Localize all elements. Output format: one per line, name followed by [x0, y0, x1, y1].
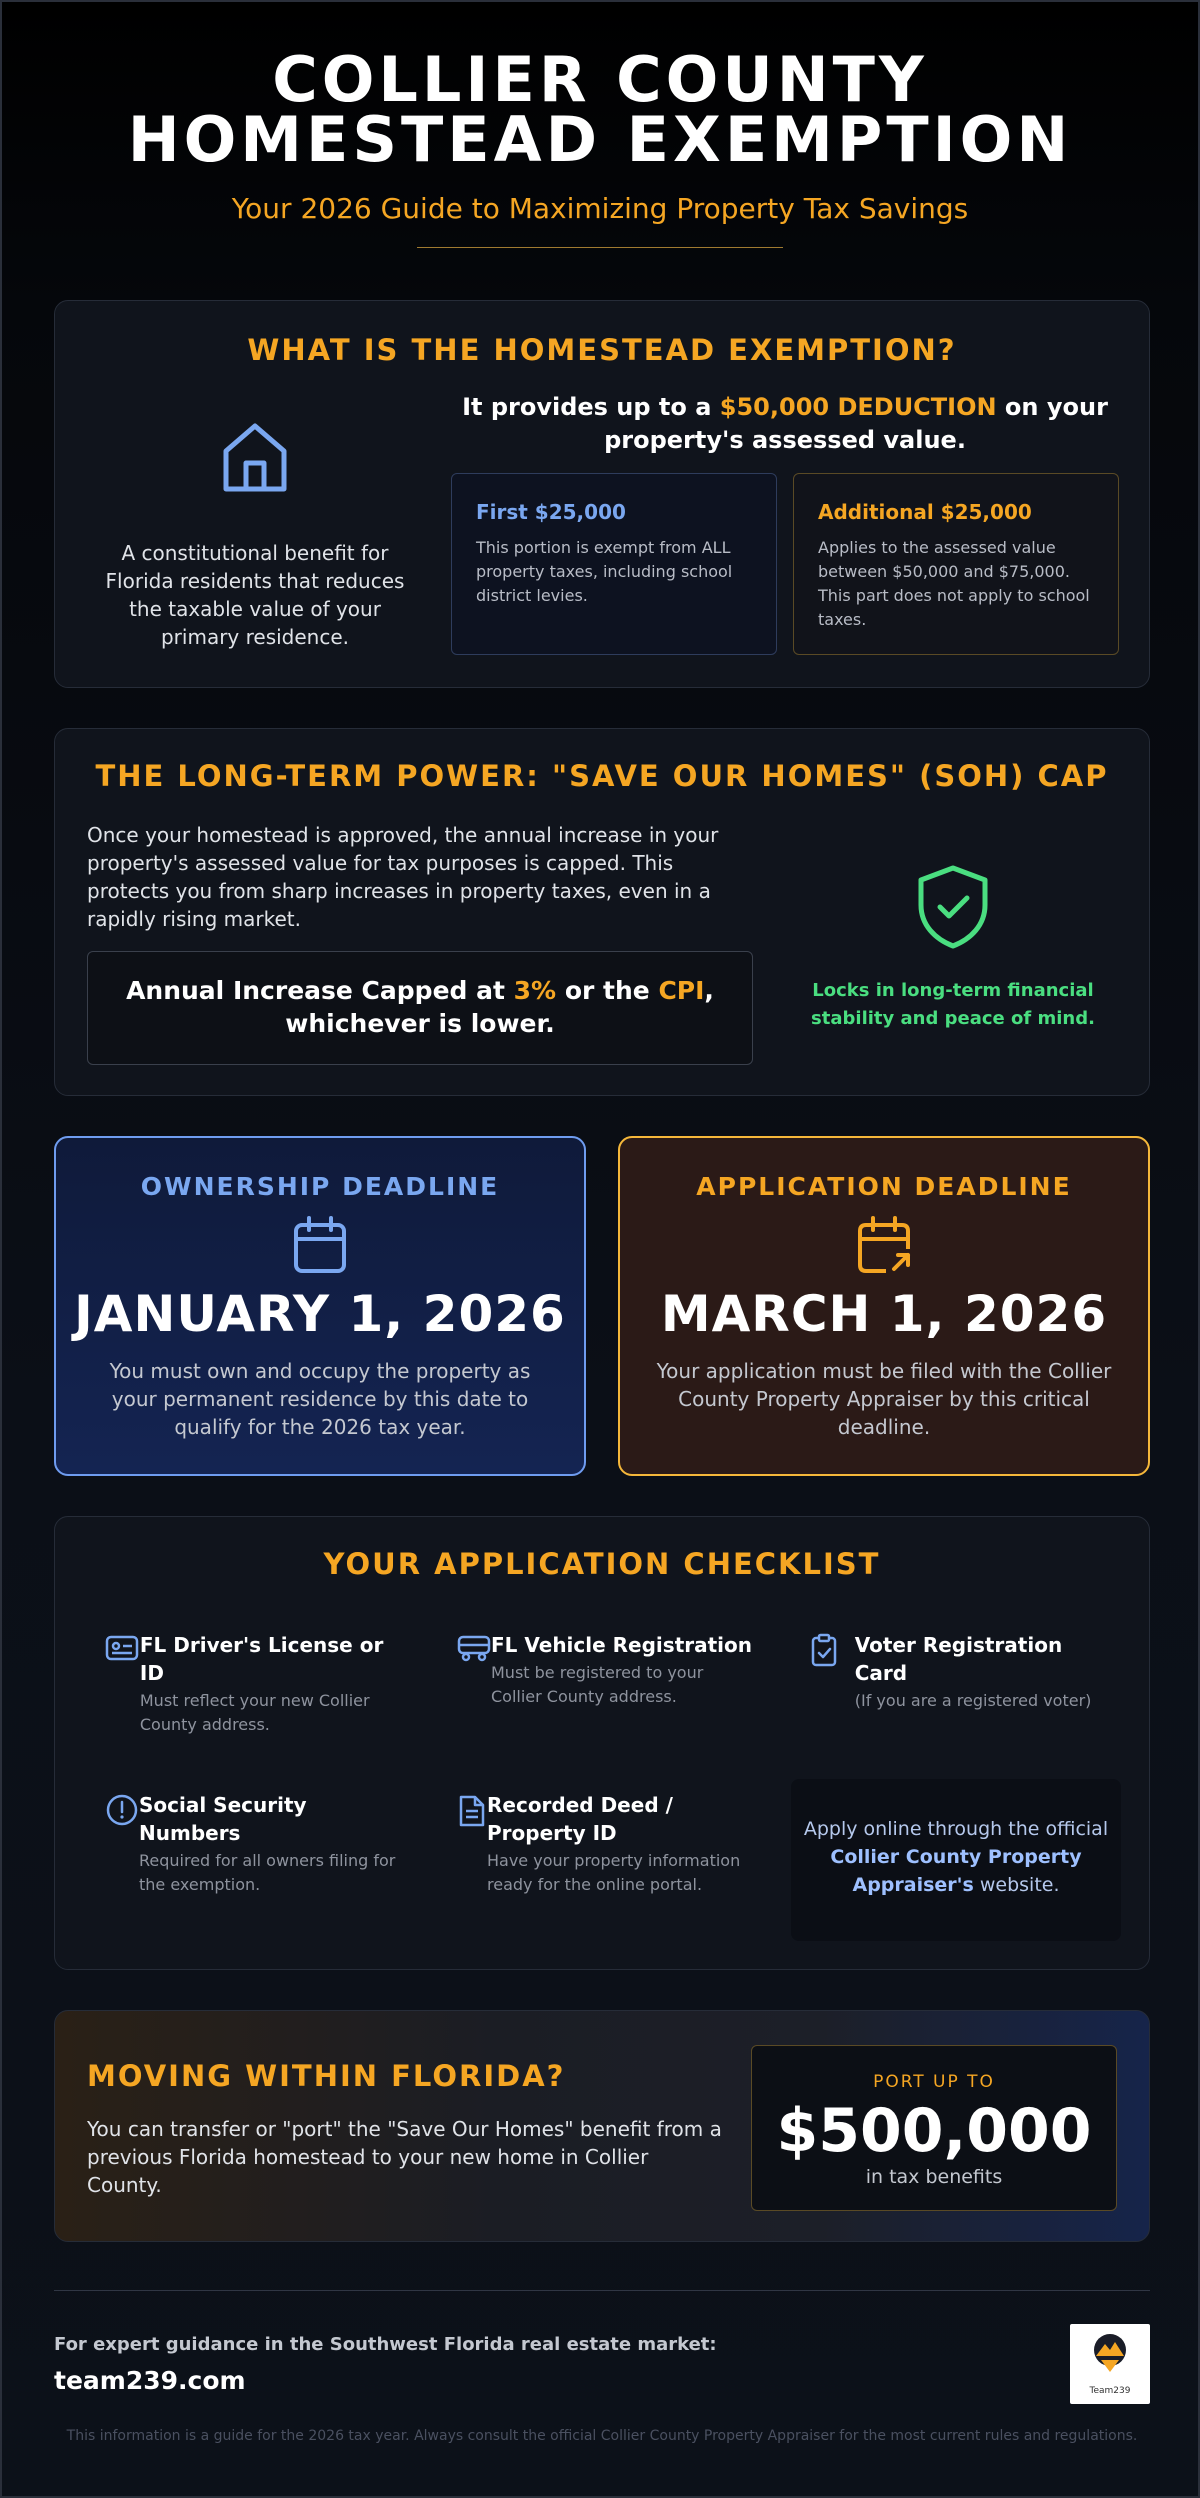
checklist-item-title: Social Security Numbers — [139, 1793, 307, 1845]
tier-body: Applies to the assessed value between $50,000 and $75,000. This part does not apply to school taxes. — [818, 538, 1090, 629]
calendar-arrow-icon — [620, 1215, 1148, 1275]
clipboard-check-icon — [809, 1631, 855, 1713]
deduction-details — [451, 391, 1119, 655]
moving-card — [54, 2010, 1150, 2242]
title-line-1: COLLIER COUNTY — [272, 43, 928, 116]
hero-header — [2, 2, 1198, 248]
what-is-card — [54, 300, 1150, 688]
apply-online-box — [791, 1779, 1121, 1941]
tier-row — [451, 473, 1119, 655]
cap-text-end: , whichever is lower. — [285, 976, 714, 1038]
port-subtitle: in tax benefits — [865, 2166, 1003, 2188]
soh-details — [87, 821, 753, 1065]
tier-additional-card — [793, 473, 1119, 655]
portability-box — [751, 2045, 1117, 2211]
checklist-item-body: Must reflect your new Collier County address. — [139, 1691, 370, 1734]
deadline-date: MARCH 1, 2026 — [660, 1285, 1108, 1343]
footer-lead: For expert guidance in the Southwest Florida real estate market: — [54, 2334, 717, 2355]
what-is-title: WHAT IS THE HOMESTEAD EXEMPTION? — [247, 333, 957, 367]
vehicle-icon — [457, 1631, 491, 1709]
deadline-title: OWNERSHIP DEADLINE — [140, 1172, 500, 1201]
checklist-item-body: Have your property information ready for the online portal. — [487, 1851, 741, 1894]
disclaimer: This information is a guide for the 2026 tax year. Always consult the official Collier County Property Appraiser for the most current rules and regulations. — [66, 2428, 1138, 2444]
checklist-card — [54, 1516, 1150, 1970]
team239-logo — [1070, 2324, 1150, 2404]
moving-details — [87, 2059, 727, 2199]
document-icon — [457, 1791, 487, 1897]
alert-circle-icon — [105, 1791, 139, 1897]
apply-text-end: website. — [973, 1874, 1060, 1896]
checklist-item — [105, 1791, 405, 1897]
moving-title: MOVING WITHIN FLORIDA? — [87, 2059, 566, 2093]
cap-text: Annual Increase Capped at — [126, 976, 514, 1005]
checklist-item-title: Recorded Deed / Property ID — [487, 1793, 673, 1845]
checklist-item — [809, 1631, 1109, 1713]
moving-description: You can transfer or "port" the "Save Our Homes" benefit from a previous Florida homestead to your new home in Collier County. — [87, 2117, 722, 2197]
page-subtitle: Your 2026 Guide to Maximizing Property Tax Savings — [231, 192, 969, 225]
checklist-item-title: Voter Registration Card — [854, 1633, 1063, 1685]
deadline-date: JANUARY 1, 2026 — [74, 1285, 566, 1343]
soh-description: Once your homestead is approved, the annual increase in your property's assessed value for tax purposes is capped. This protects you from sharp increases in property taxes, even in a rapidly rising market. — [87, 823, 719, 931]
deduction-highlight: $50,000 DEDUCTION — [719, 393, 997, 421]
soh-title: THE LONG-TERM POWER: "SAVE OUR HOMES" (SOH) CAP — [95, 759, 1109, 793]
benefit-text: Locks in long-term financial stability and peace of mind. — [811, 980, 1095, 1029]
header-divider — [417, 247, 783, 248]
checklist-title: YOUR APPLICATION CHECKLIST — [323, 1547, 881, 1581]
what-is-description: A constitutional benefit for Florida residents that reduces the taxable value of your primary residence. — [105, 541, 405, 649]
deadline-description: You must own and occupy the property as your permanent residence by this date to qualify for the 2026 tax year. — [109, 1359, 531, 1439]
tier-body: This portion is exempt from ALL property taxes, including school district levies. — [476, 538, 733, 605]
soh-benefit — [783, 863, 1123, 1033]
checklist-item-body: (If you are a registered voter) — [854, 1691, 1092, 1710]
cap-percent: 3% — [513, 976, 557, 1005]
calendar-icon — [56, 1215, 584, 1275]
logo-text: Team239 — [1089, 2386, 1131, 2396]
deadline-description: Your application must be filed with the Collier County Property Appraiser by this critical deadline. — [656, 1359, 1112, 1439]
apply-text: Apply online through the official — [803, 1818, 1109, 1840]
ownership-deadline-card — [54, 1136, 586, 1476]
checklist-item-title: FL Vehicle Registration — [491, 1633, 753, 1657]
footer-divider — [54, 2290, 1150, 2291]
checklist-item — [105, 1631, 405, 1737]
shield-check-icon — [915, 936, 991, 955]
footer-site-link[interactable]: team239.com — [54, 2366, 246, 2395]
what-is-summary — [95, 419, 415, 651]
port-label: PORT UP TO — [873, 2072, 995, 2092]
title-line-2: HOMESTEAD EXEMPTION — [127, 103, 1073, 176]
soh-card — [54, 728, 1150, 1096]
application-deadline-card — [618, 1136, 1150, 1476]
checklist-item-body: Required for all owners filing for the exemption. — [139, 1851, 396, 1894]
cap-cpi: CPI — [658, 976, 705, 1005]
checklist-item-body: Must be registered to your Collier County address. — [491, 1663, 704, 1706]
page-title — [2, 43, 1198, 176]
house-icon — [220, 480, 290, 499]
cap-box — [87, 951, 753, 1065]
lead-text-end: on your property's assessed value. — [604, 393, 1108, 454]
checklist-item — [457, 1791, 757, 1897]
tier-first-card — [451, 473, 777, 655]
tier-title: First $25,000 — [476, 500, 626, 524]
id-card-icon — [105, 1631, 140, 1737]
deadline-title: APPLICATION DEADLINE — [696, 1172, 1072, 1201]
cap-text-mid: or the — [556, 976, 659, 1005]
lead-text: It provides up to a — [462, 393, 720, 421]
port-value: $500,000 — [776, 2096, 1092, 2166]
tier-title: Additional $25,000 — [818, 500, 1032, 524]
checklist-item — [457, 1631, 757, 1709]
appraiser-link[interactable]: Collier County Property Appraiser's — [830, 1846, 1082, 1896]
deduction-lead — [451, 391, 1119, 457]
checklist-item-title: FL Driver's License or ID — [139, 1633, 384, 1685]
